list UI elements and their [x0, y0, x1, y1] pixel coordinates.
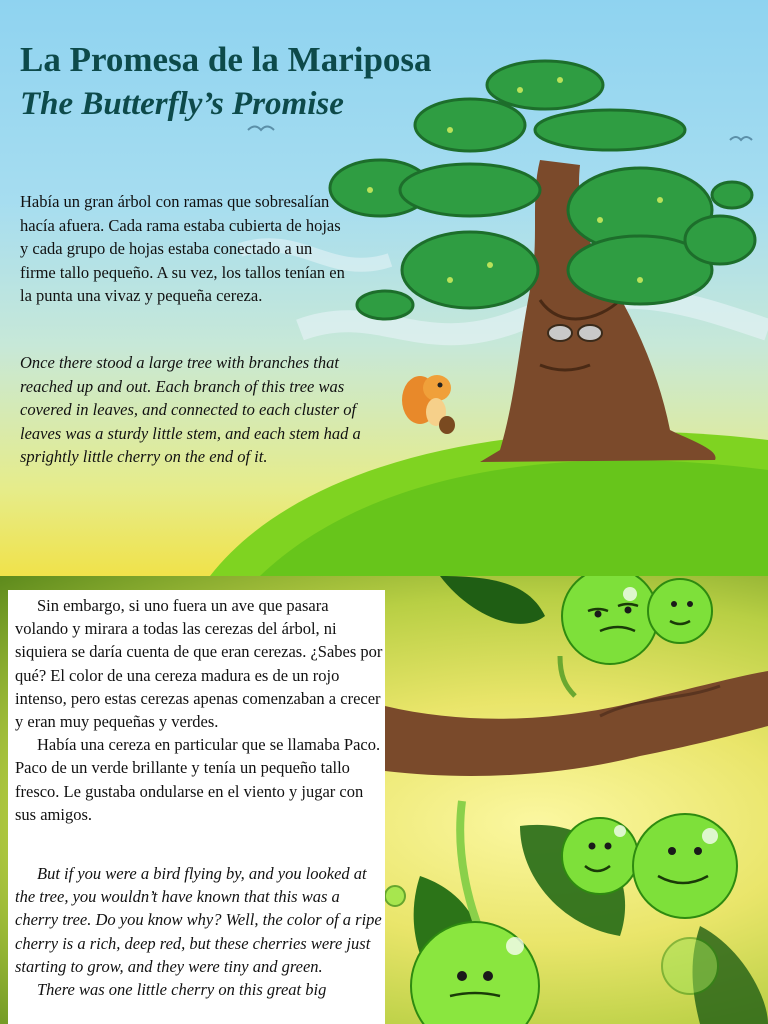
cherry-character — [562, 576, 658, 664]
story-paragraph-english-2: There was one little cherry on this great big — [37, 980, 327, 1000]
story-page-2 — [0, 576, 768, 1024]
story-paragraph-spanish-1: Sin embargo, si uno fuera un ave que pasara volando y mirara a todas las cerezas del árbol, ni siquiera se daría cuenta de que eran cerezas. ¿Sabes por qué? El color de una cereza madura es de un rojo intenso, pero estas cerezas apenas comenzaban a crecer y eran muy pequeñas y verdes. — [15, 596, 383, 732]
title-english: The Butterfly’s Promise — [20, 86, 344, 122]
bird-icon — [248, 127, 274, 131]
story-paragraph-spanish-2: Había una cereza en particular que se llamaba Paco. Paco de un verde brillante y tenía un pequeño tallo fresco. Le gustaba ondularse en el viento y jugar con sus amigos. — [15, 735, 381, 824]
bird-icon — [730, 137, 752, 140]
story-text-spanish: Había un gran árbol con ramas que sobresalían hacía afuera. Cada rama estaba cubierta de hojas y cada grupo de hojas estaba conectado a un firme tallo pequeño. A su vez, los tallos tenían en la punta una vivaz y pequeña cereza. — [20, 192, 345, 305]
cherry-character — [562, 818, 638, 894]
story-text-english: Once there stood a large tree with branches that reached up and out. Each branch of this tree was covered in leaves, and connected to each cluster of leaves was a sturdy little stem, and each stem had a sprightly little cherry on the end of it. — [20, 353, 361, 466]
cherry-character — [633, 814, 737, 918]
story-text-panel — [8, 590, 385, 1024]
cherry-character — [648, 579, 712, 643]
title-spanish: La Promesa de la Mariposa — [20, 40, 432, 79]
story-paragraph-english-1: But if you were a bird flying by, and you looked at the tree, you wouldn’t have known that this was a cherry tree. Do you know why? Well, the color of a ripe cherry is a rich, deep red, but these cherries were just starting to grow, and they were tiny and green. — [15, 864, 382, 976]
squirrel-icon — [402, 375, 455, 434]
